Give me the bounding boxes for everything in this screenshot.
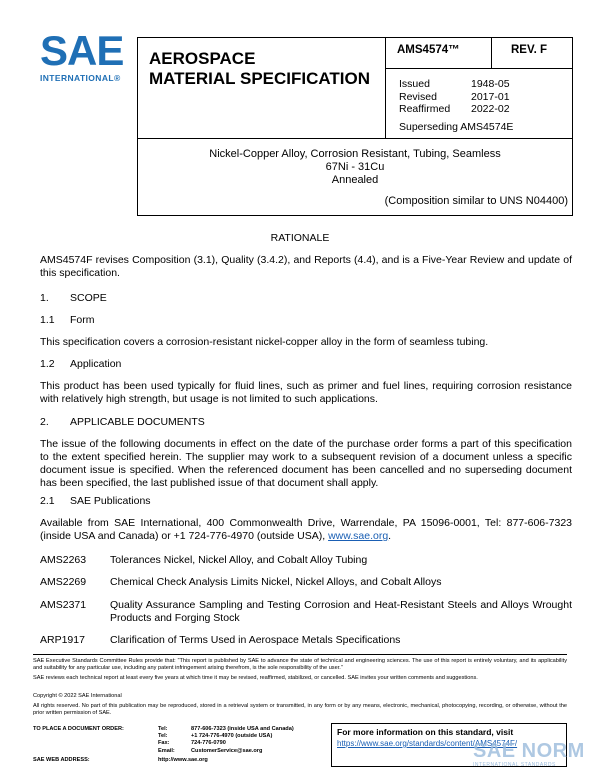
section-title: Form bbox=[70, 314, 95, 326]
history-value: 2017-01 bbox=[471, 90, 510, 103]
contact-row bbox=[33, 726, 294, 733]
section-number: 2. bbox=[40, 416, 49, 428]
reference-code: ARP1917 bbox=[40, 634, 85, 646]
web-address-label: SAE WEB ADDRESS: bbox=[33, 757, 90, 763]
section-text-end: . bbox=[388, 530, 392, 542]
section-heading bbox=[40, 495, 151, 507]
material-description bbox=[137, 148, 573, 187]
contact-value: CustomerService@sae.org bbox=[191, 747, 263, 754]
reference-row bbox=[40, 599, 572, 625]
contact-row bbox=[33, 748, 294, 755]
reference-code: AMS2269 bbox=[40, 576, 87, 588]
reference-code: AMS2371 bbox=[40, 599, 87, 611]
title-line-2: MATERIAL SPECIFICATION bbox=[149, 69, 370, 88]
history-value: 2022-02 bbox=[471, 103, 510, 115]
contact-key: Email: bbox=[158, 747, 175, 754]
web-address-value: //www.sae.org bbox=[170, 757, 208, 763]
history-row bbox=[399, 103, 510, 116]
contact-key: Tel: bbox=[158, 733, 168, 740]
description-line: Nickel-Copper Alloy, Corrosion Resistant, Tubing, Seamless bbox=[209, 148, 501, 160]
contact-value: 877-606-7323 (inside USA and Canada) bbox=[191, 726, 294, 732]
more-info-title: For more information on this standard, visit bbox=[337, 727, 514, 737]
header-divider bbox=[491, 37, 492, 68]
contact-row bbox=[33, 740, 294, 747]
description-line: Annealed bbox=[331, 174, 379, 186]
history-label: Issued bbox=[399, 78, 430, 90]
document-type-title bbox=[149, 49, 370, 89]
standard-url-link[interactable]: https://www.sae.org/standards/content/AMS4574F/ bbox=[337, 739, 518, 748]
footer-rights-text: All rights reserved. No part of this publication may be reproduced, stored in a retrieval system or transmitted, in any form or by any means, electronic, mechanical, photocopying, recording, or otherwise, without the prior written permission of SAE. bbox=[33, 703, 567, 717]
sae-logo: SAE bbox=[40, 27, 124, 74]
composition-note: (Composition similar to UNS N04400) bbox=[384, 195, 568, 207]
revision-history bbox=[399, 78, 510, 116]
reference-row bbox=[40, 634, 572, 647]
section-number: 2.1 bbox=[40, 495, 55, 507]
rationale-text: AMS4574F revises Composition (3.1), Quality (3.4.2), and Reports (4.4), and is a Five-Year Review and update of this specification. bbox=[40, 254, 572, 279]
history-row bbox=[399, 78, 510, 91]
section-number: 1.2 bbox=[40, 358, 55, 370]
section-title: APPLICABLE DOCUMENTS bbox=[70, 416, 205, 428]
reference-title: Chemical Check Analysis Limits Nickel, Nickel Alloys, and Cobalt Alloys bbox=[110, 576, 442, 588]
web-address-key: http: bbox=[158, 757, 171, 763]
contact-key: Tel: bbox=[158, 726, 168, 732]
sae-logo-international: INTERNATIONAL® bbox=[40, 73, 121, 83]
history-label: Revised bbox=[399, 90, 437, 103]
header-divider bbox=[385, 37, 386, 139]
web-address-row bbox=[33, 757, 208, 763]
section-heading bbox=[40, 358, 121, 370]
history-value: 1948-05 bbox=[471, 78, 510, 90]
section-heading bbox=[40, 416, 205, 428]
document-number: AMS4574™ bbox=[397, 44, 460, 56]
footer-rules-text: SAE Executive Standards Committee Rules provide that: “This report is published by SAE to advance the state of technical and engineering sciences. The use of this report is entirely voluntary, and its applicability and suitability for any particular use, including any patent infringement arising therefrom, is the sole responsibility of the user.” bbox=[33, 658, 567, 672]
watermark-subtitle: INTERNATIONAL STANDARDS bbox=[473, 762, 556, 768]
footer-divider bbox=[33, 654, 567, 655]
rationale-heading: RATIONALE bbox=[270, 232, 330, 244]
footer-copyright: Copyright © 2022 SAE International bbox=[33, 693, 122, 699]
reference-code: AMS2263 bbox=[40, 554, 87, 566]
sae-website-link[interactable]: www.sae.org bbox=[328, 530, 389, 542]
reference-title: Clarification of Terms Used in Aerospace Metals Specifications bbox=[110, 634, 401, 646]
contact-value: 724-776-0790 bbox=[191, 740, 226, 747]
reference-title: Tolerances Nickel, Nickel Alloy, and Cobalt Alloy Tubing bbox=[110, 554, 368, 566]
revision-label: REV. F bbox=[511, 44, 548, 56]
section-title: Application bbox=[70, 358, 122, 370]
sae-norm-watermark: SAE NORM bbox=[473, 740, 585, 762]
description-line: 67Ni - 31Cu bbox=[325, 161, 385, 173]
section-heading bbox=[40, 314, 95, 326]
superseding-note: Superseding AMS4574E bbox=[399, 121, 514, 133]
section-text bbox=[40, 517, 572, 543]
header-divider bbox=[385, 68, 573, 69]
reference-title: Quality Assurance Sampling and Testing Corrosion and Heat-Resistant Steels and Alloys Wrought Products and Forging Stock bbox=[110, 599, 572, 624]
section-text: This product has been used typically for fluid lines, such as primer and fuel lines, requiring corrosion resistance with relatively high strength, but usage is not limited to such applications. bbox=[40, 380, 572, 405]
section-heading bbox=[40, 292, 107, 304]
contact-value: +1 724-776-4970 (outside USA) bbox=[191, 733, 273, 740]
contact-row bbox=[33, 733, 294, 740]
section-number: 1. bbox=[40, 292, 49, 304]
section-text-body: Available from SAE International, 400 Commonwealth Drive, Warrendale, PA 15096-0001, Tel: 877-606-7323 (inside USA and Canada) or +1 724-776-4970 (outside USA), bbox=[40, 517, 572, 542]
contact-key: Fax: bbox=[158, 740, 170, 747]
section-title: SAE Publications bbox=[70, 495, 151, 507]
section-text: The issue of the following documents in effect on the date of the purchase order forms a part of this specification to the extent specified herein. The supplier may work to a subsequent revision of a document unless a specific document issue is specified. When the referenced document has been cancelled and no superseding document has been specified, the last published issue of that document shall apply. bbox=[40, 438, 572, 489]
history-label: Reaffirmed bbox=[399, 103, 451, 115]
section-text: This specification covers a corrosion-resistant nickel-copper alloy in the form of seamless tubing. bbox=[40, 336, 489, 348]
order-contacts bbox=[33, 726, 294, 755]
section-title: SCOPE bbox=[70, 292, 107, 304]
reference-row bbox=[40, 576, 572, 589]
footer-review-text: SAE reviews each technical report at least every five years at which time it may be revised, reaffirmed, stabilized, or cancelled. SAE invites your written comments and suggestions. bbox=[33, 675, 478, 681]
order-label: TO PLACE A DOCUMENT ORDER: bbox=[33, 726, 124, 732]
title-line-1: AEROSPACE bbox=[149, 49, 256, 68]
history-row bbox=[399, 91, 510, 104]
reference-row bbox=[40, 554, 572, 567]
section-number: 1.1 bbox=[40, 314, 55, 326]
